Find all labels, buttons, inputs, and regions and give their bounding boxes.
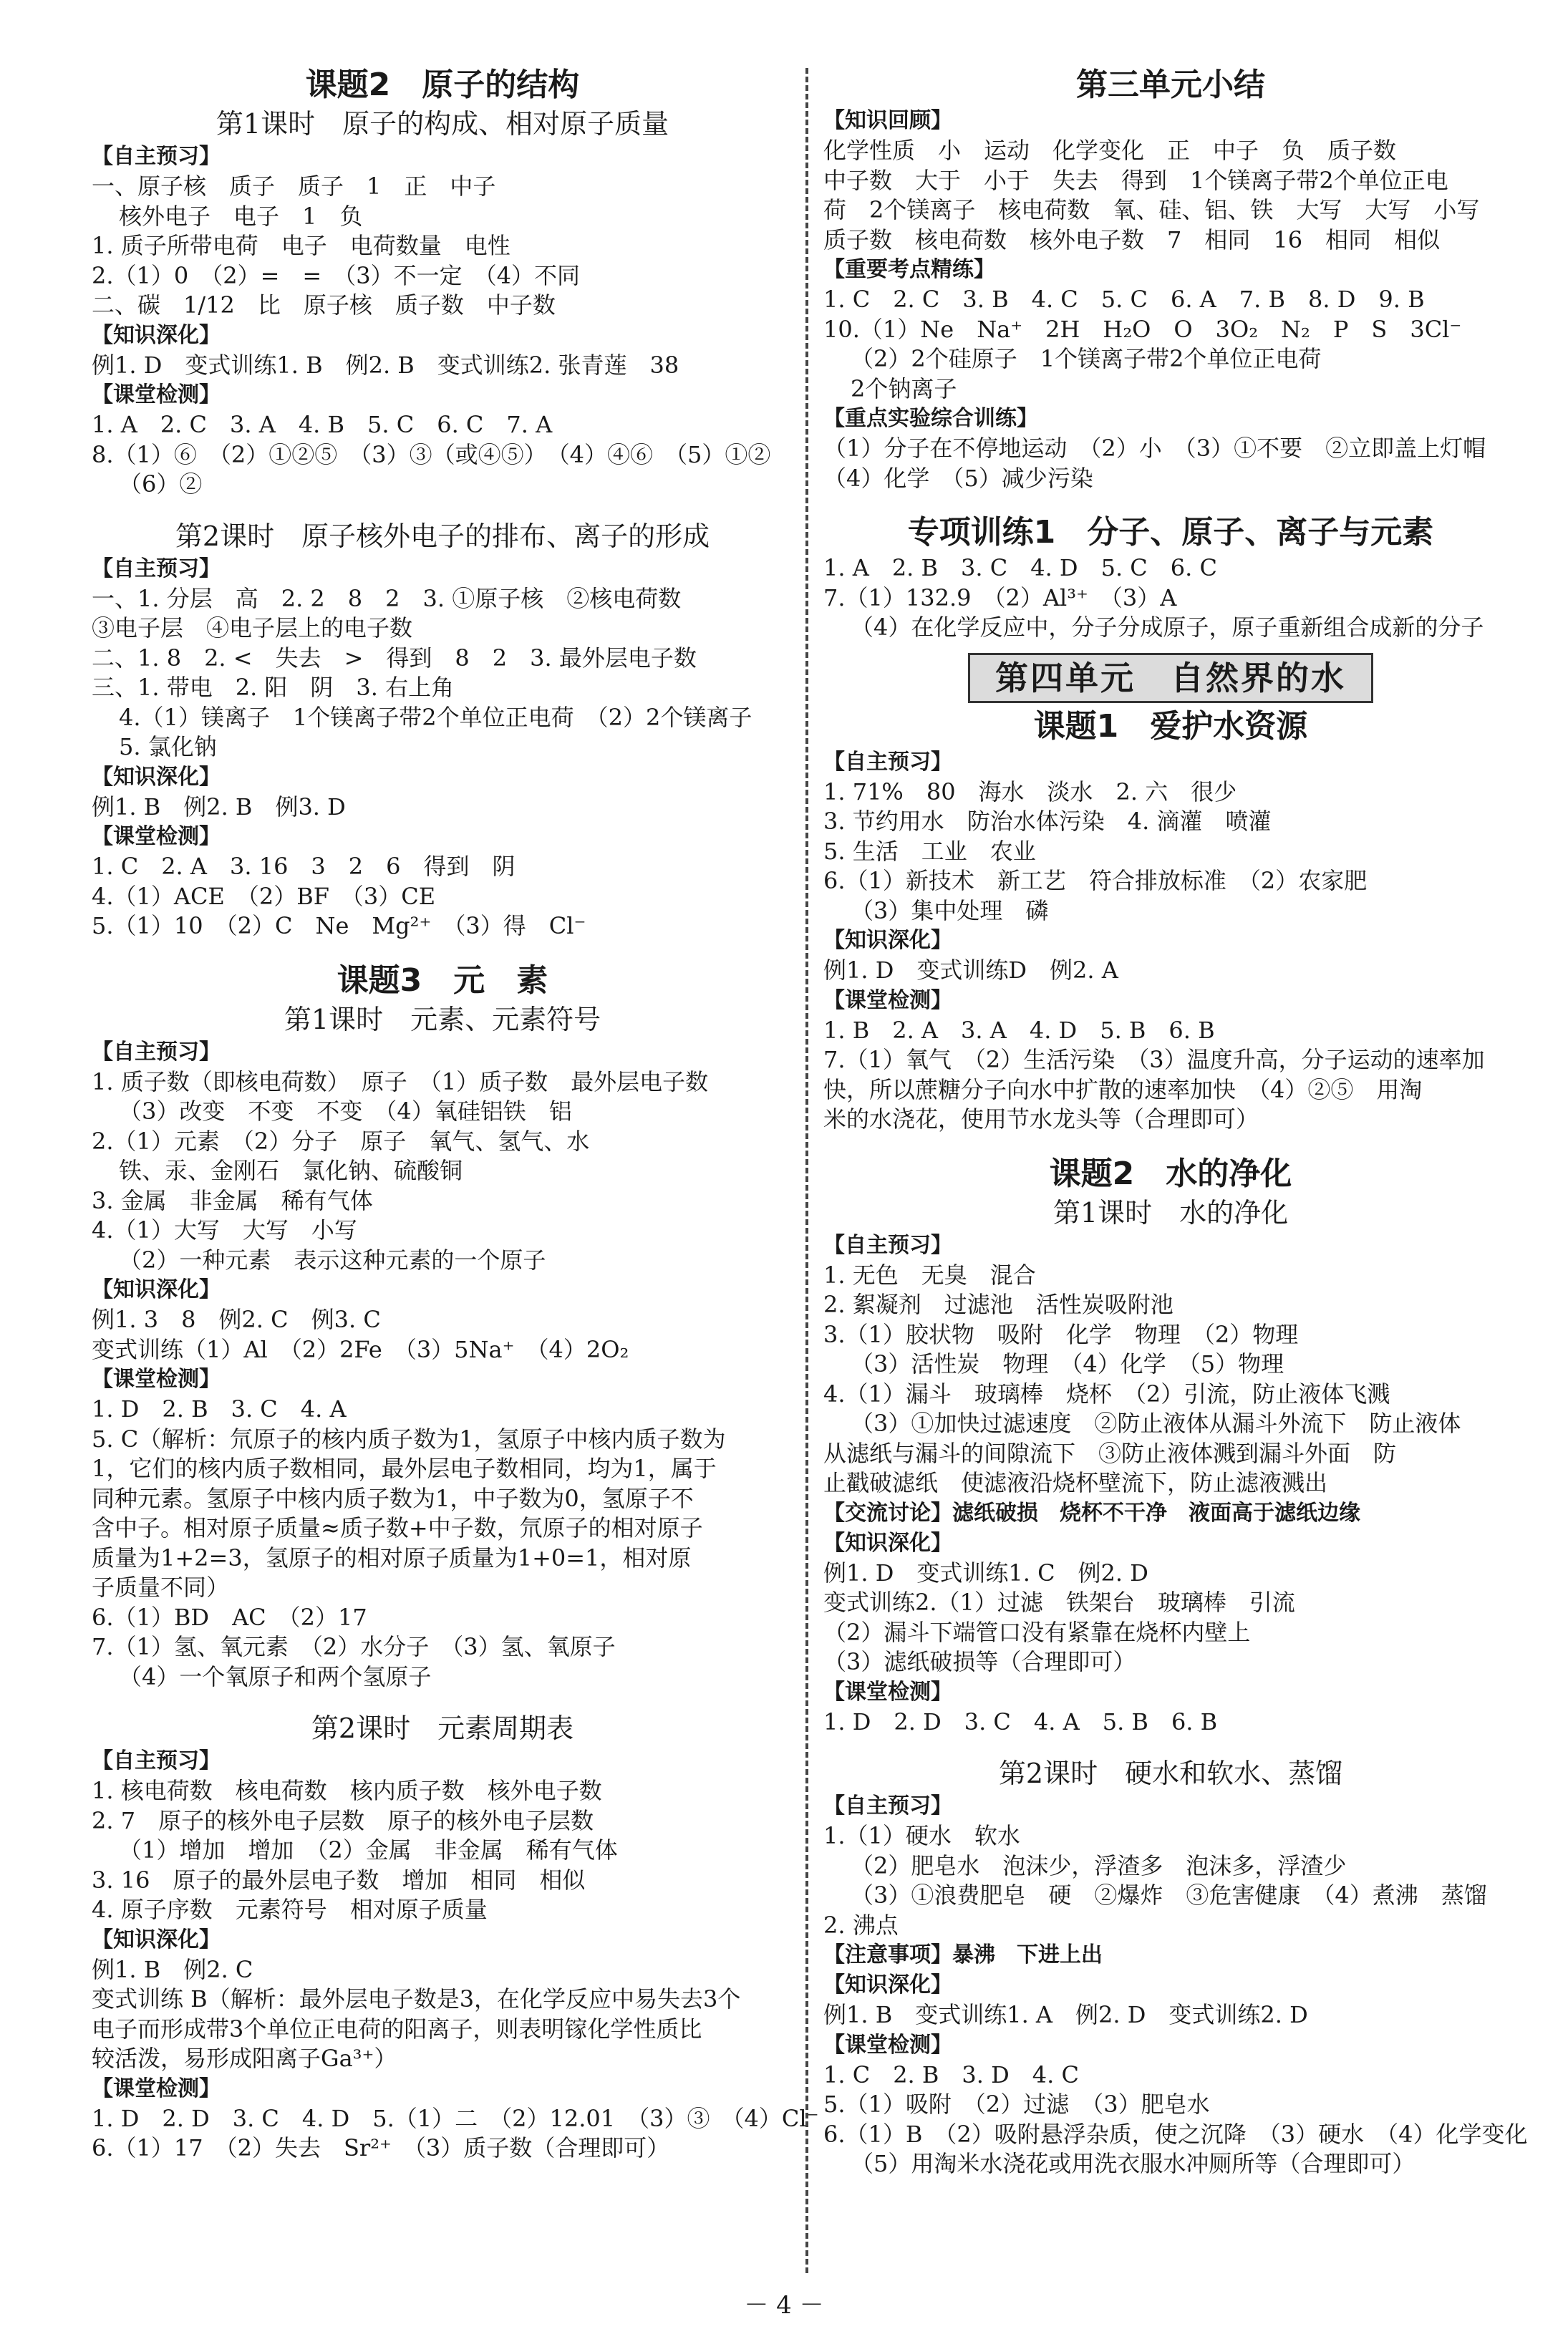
answer-line: 10.（1）Ne Na⁺ 2H H₂O O 3O₂ N₂ P S 3Cl⁻ (823, 315, 1462, 343)
answer-line: （2）2个硅原子 1个镁离子带2个单位正电荷 (851, 345, 1322, 372)
spacer (92, 1692, 793, 1710)
answer-line: 1. C 2. A 3. 16 3 2 6 得到 阴 (92, 853, 516, 880)
spacer (823, 1135, 1518, 1153)
section-tag: 【课堂检测】 (823, 1679, 952, 1705)
answer-line: （3）集中处理 磷 (851, 896, 1049, 924)
lesson-title: 第1课时 水的净化 (1052, 1196, 1289, 1229)
section-tag: 【知识深化】 (92, 764, 221, 790)
answer-line: （2）漏斗下端管口没有紧靠在烧杯内壁上 (823, 1618, 1251, 1646)
answer-line: 3. 16 原子的最外层电子数 增加 相同 相似 (92, 1866, 586, 1894)
answer-line: 6.（1）新技术 新工艺 符合排放标准 （2）农家肥 (823, 867, 1368, 894)
right-column (823, 64, 1528, 2179)
section-tag: 【自主预习】 (92, 1748, 221, 1773)
section-tag: 【知识深化】 (823, 1530, 952, 1556)
answer-line: 1. A 2. B 3. C 4. D 5. C 6. C (823, 554, 1217, 581)
answer-line: 1. 核电荷数 核电荷数 核内质子数 核外电子数 (92, 1777, 602, 1804)
section-title: 课题2 原子的结构 (305, 67, 580, 103)
answer-line: 一、1. 分层 高 2. 2 8 2 3. ①原子核 ②核电荷数 (92, 584, 682, 612)
answer-line: 铁、汞、金刚石 氯化钠、硫酸铜 (119, 1157, 463, 1184)
answer-line: （4）一个氧原子和两个氢原子 (119, 1662, 432, 1690)
answer-line: 从滤纸与漏斗的间隙流下 ③防止液体溅到漏斗外面 防 (823, 1439, 1397, 1467)
answer-line: 子质量不同） (92, 1574, 230, 1601)
answer-line: 1. 71% 80 海水 淡水 2. 六 很少 (823, 778, 1237, 805)
answer-line: 核外电子 电子 1 负 (119, 202, 363, 230)
section-tag: 【课堂检测】 (92, 824, 221, 849)
answer-line: 5. C（解析：氘原子的核内质子数为1，氢原子中核内质子数为 (92, 1425, 726, 1453)
section-tag: 【自主预习】 (92, 556, 221, 581)
section-title: 第三单元小结 (1076, 67, 1265, 103)
answer-line: 2. 7 原子的核外电子层数 原子的核外电子层数 (92, 1806, 594, 1834)
section-tag: 【课堂检测】 (92, 2076, 221, 2101)
answer-line: 4.（1）镁离子 1个镁离子带2个单位正电荷 （2）2个镁离子 (119, 703, 752, 731)
answer-line: 5. 生活 工业 农业 (823, 837, 1036, 865)
answer-line: 变式训练（1）Al （2）2Fe （3）5Na⁺ （4）2O₂ (92, 1335, 629, 1363)
answer-line: 3. 金属 非金属 稀有气体 (92, 1186, 373, 1214)
answer-line: （2）肥皂水 泡沫少，浮渣多 泡沫多，浮渣少 (851, 1851, 1347, 1879)
unit-title: 第四单元 自然界的水 (968, 653, 1373, 703)
section-tag: 【课堂检测】 (92, 1367, 221, 1392)
answer-line: 米的水浇花，使用节水龙头等（合理即可） (823, 1105, 1259, 1133)
answer-line: 1. D 2. D 3. C 4. A 5. B 6. B (823, 1708, 1218, 1735)
section-tag: 【交流讨论】滤纸破损 烧杯不干净 液面高于滤纸边缘 (823, 1500, 1360, 1526)
section-tag: 【自主预习】 (823, 749, 952, 775)
answer-line: 例1. D 变式训练1. C 例2. D (823, 1559, 1148, 1587)
answer-line: 例1. B 例2. C (92, 1955, 253, 1983)
answer-line: 例1. D 变式训练1. B 例2. B 变式训练2. 张青莲 38 (92, 351, 679, 379)
section-tag: 【自主预习】 (823, 1232, 952, 1258)
answer-line: （3）①浪费肥皂 硬 ②爆炸 ③危害健康 （4）煮沸 蒸馏 (851, 1882, 1487, 1909)
section-title: 课题1 爱护水资源 (1033, 707, 1308, 745)
answer-line: 3. 节约用水 防治水体污染 4. 滴灌 喷灌 (823, 808, 1272, 835)
spacer (823, 1737, 1518, 1756)
section-tag: 【注意事项】暴沸 下进上出 (823, 1942, 1103, 1967)
answer-line: 例1. D 变式训练D 例2. A (823, 957, 1118, 984)
answer-line: 2个钠离子 (851, 374, 957, 402)
answer-line: 2.（1）元素 （2）分子 原子 氧气、氢气、水 (92, 1127, 590, 1155)
answer-line: 1. C 2. C 3. B 4. C 5. C 6. A 7. B 8. D 9. B (823, 286, 1425, 313)
answer-line: 1. B 2. A 3. A 4. D 5. B 6. B (823, 1016, 1215, 1044)
section-title: 课题2 水的净化 (1049, 1155, 1292, 1192)
section-tag: 【知识深化】 (92, 322, 221, 348)
section-tag: 【知识深化】 (823, 1972, 952, 1998)
answer-line: 1. C 2. B 3. D 4. C (823, 2061, 1079, 2088)
answer-line: 1，它们的核内质子数相同，最外层电子数相同，均为1，属于 (92, 1455, 717, 1482)
answer-line: 1. D 2. B 3. C 4. A (92, 1395, 347, 1423)
answer-line: ③电子层 ④电子层上的电子数 (92, 614, 413, 641)
answer-line: 4.（1）漏斗 玻璃棒 烧杯 （2）引流，防止液体飞溅 (823, 1380, 1390, 1408)
answer-line: 5.（1）吸附 （2）过滤 （3）肥皂水 (823, 2091, 1210, 2118)
section-tag: 【知识深化】 (823, 928, 952, 953)
section-tag: 【知识回顾】 (823, 108, 952, 133)
answer-line: （2）一种元素 表示这种元素的一个原子 (119, 1246, 546, 1274)
answer-line: 4. 原子序数 元素符号 相对原子质量 (92, 1896, 488, 1923)
section-title: 课题3 元 素 (337, 962, 548, 999)
section-tag: 【知识深化】 (92, 1277, 221, 1302)
lesson-title: 第2课时 元素周期表 (311, 1713, 574, 1744)
answer-line: （1）增加 增加 （2）金属 非金属 稀有气体 (119, 1836, 618, 1864)
answer-line: 同种元素。氢原子中核内质子数为1，中子数为0，氢原子不 (92, 1484, 694, 1512)
section-tag: 【课堂检测】 (823, 987, 952, 1013)
answer-line: 2. 絮凝剂 过滤池 活性炭吸附池 (823, 1291, 1173, 1318)
section-tag: 【重要考点精练】 (823, 257, 995, 282)
answer-line: 三、1. 带电 2. 阳 阴 3. 右上角 (92, 674, 455, 701)
answer-line: 8.（1）⑥ （2）①②⑤ （3）③（或④⑤） （4）④⑥ （5）①② (92, 440, 771, 468)
answer-line: 二、碳 1/12 比 原子核 质子数 中子数 (92, 291, 556, 319)
answer-line: （6）② (119, 470, 203, 498)
answer-line: 含中子。相对原子质量≈质子数+中子数，氘原子的相对原子 (92, 1514, 703, 1541)
answer-line: 1. 质子所带电荷 电子 电荷数量 电性 (92, 232, 510, 259)
answer-line: 1. A 2. C 3. A 4. B 5. C 6. C 7. A (92, 411, 553, 438)
lesson-title: 第1课时 原子的构成、相对原子质量 (216, 108, 669, 140)
section-tag: 【自主预习】 (92, 144, 221, 169)
answer-line: （4）化学 （5）减少污染 (823, 464, 1093, 492)
answer-line: 电子而形成带3个单位正电荷的阳离子，则表明镓化学性质比 (92, 2015, 702, 2043)
answer-line: 6.（1）B （2）吸附悬浮杂质，使之沉降 （3）硬水 （4）化学变化 (823, 2120, 1528, 2148)
answer-line: （4）在化学反应中，分子分成原子，原子重新组合成新的分子 (851, 614, 1484, 641)
answer-line: 7.（1）氢、氧元素 （2）水分子 （3）氢、氧原子 (92, 1633, 616, 1660)
answer-line: 1. D 2. D 3. C 4. D 5.（1）二 （2）12.01 （3）③ （4）Cl⁻ (92, 2104, 819, 2132)
answer-line: 一、原子核 质子 质子 1 正 中子 (92, 173, 496, 200)
lesson-title: 第1课时 元素、元素符号 (284, 1003, 601, 1035)
column-divider (805, 68, 808, 2273)
answer-line: 4.（1）大写 大写 小写 (92, 1216, 357, 1244)
answer-line: 变式训练 B（解析：最外层电子数是3，在化学反应中易失去3个 (92, 1985, 741, 2013)
answer-line: 7.（1）132.9 （2）Al³⁺ （3）A (823, 584, 1177, 611)
answer-line: （3）滤纸破损等（合理即可） (823, 1648, 1136, 1675)
answer-line: 1. 质子数（即核电荷数） 原子 （1）质子数 最外层电子数 (92, 1067, 709, 1095)
answer-line: 1.（1）硬水 软水 (823, 1822, 1020, 1849)
lesson-title: 第2课时 硬水和软水、蒸馏 (998, 1758, 1343, 1789)
answer-line: 2.（1）0 （2）= = （3）不一定 （4）不同 (92, 261, 580, 289)
page-number: － 4 － (744, 2291, 824, 2320)
answer-line: 4.（1）ACE （2）BF （3）CE (92, 882, 436, 910)
answer-line: 3.（1）胶状物 吸附 化学 物理 （2）物理 (823, 1320, 1299, 1348)
section-tag: 【知识深化】 (92, 1927, 221, 1952)
answer-line: 5.（1）10 （2）C Ne Mg²⁺ （3）得 Cl⁻ (92, 912, 586, 939)
answer-line: （3）①加快过滤速度 ②防止液体从漏斗外流下 防止液体 (851, 1410, 1461, 1437)
answer-line: 5. 氯化钠 (119, 733, 217, 760)
answer-line: 6.（1）17 （2）失去 Sr²⁺ （3）质子数（合理即可） (92, 2134, 670, 2161)
answer-line: 例1. 3 8 例2. C 例3. C (92, 1306, 381, 1333)
answer-line: 化学性质 小 运动 化学变化 正 中子 负 质子数 (823, 137, 1397, 164)
section-title: 专项训练1 分子、原子、离子与元素 (907, 514, 1434, 551)
answer-line: 1. 无色 无臭 混合 (823, 1261, 1036, 1289)
section-tag: 【课堂检测】 (823, 2032, 952, 2058)
left-column (92, 64, 819, 2164)
answer-line: 快，所以蔗糖分子向水中扩散的速率加快 （4）②⑤ 用淘 (823, 1075, 1423, 1103)
spacer (92, 500, 793, 518)
section-tag: 【重点实验综合训练】 (823, 406, 1038, 431)
answer-line: 变式训练2.（1）过滤 铁架台 玻璃棒 引流 (823, 1589, 1295, 1616)
answer-line: 较活泼，易形成阳离子Ga³⁺） (92, 2045, 397, 2072)
answer-line: 7.（1）氧气 （2）生活污染 （3）温度升高，分子运动的速率加 (823, 1046, 1485, 1073)
answer-line: 质子数 核电荷数 核外电子数 7 相同 16 相同 相似 (823, 226, 1441, 253)
section-tag: 【自主预习】 (92, 1039, 221, 1065)
lesson-title: 第2课时 原子核外电子的排布、离子的形成 (175, 520, 710, 552)
spacer (92, 941, 793, 960)
spacer (823, 493, 1518, 512)
answer-line: （1）分子在不停地运动 （2）小 （3）①不要 ②立即盖上灯帽 (823, 435, 1486, 462)
answer-line: 6.（1）BD AC （2）17 (92, 1603, 367, 1631)
answer-line: （5）用淘米水浇花或用洗衣服水冲厕所等（合理即可） (851, 2150, 1415, 2177)
answer-line: 例1. B 变式训练1. A 例2. D 变式训练2. D (823, 2001, 1308, 2028)
section-tag: 【自主预习】 (823, 1793, 952, 1819)
answer-line: 例1. B 例2. B 例3. D (92, 793, 346, 820)
answer-line: 中子数 大于 小于 失去 得到 1个镁离子带2个单位正电 (823, 166, 1448, 194)
answer-line: 止戳破滤纸 使滤液沿烧杯壁流下，防止滤液溅出 (823, 1469, 1328, 1496)
answer-line: 质量为1+2=3，氢原子的相对原子质量为1+0=1，相对原 (92, 1544, 692, 1572)
answer-line: 二、1. 8 2. < 失去 > 得到 8 2 3. 最外层电子数 (92, 644, 697, 672)
section-tag: 【课堂检测】 (92, 382, 221, 407)
answer-line: （3）改变 不变 不变 （4）氧硅铝铁 铝 (119, 1098, 572, 1125)
answer-line: 荷 2个镁离子 核电荷数 氧、硅、铝、铁 大写 大写 小写 (823, 196, 1480, 223)
answer-line: 2. 沸点 (823, 1911, 899, 1939)
answer-line: （3）活性炭 物理 （4）化学 （5）物理 (851, 1350, 1284, 1377)
